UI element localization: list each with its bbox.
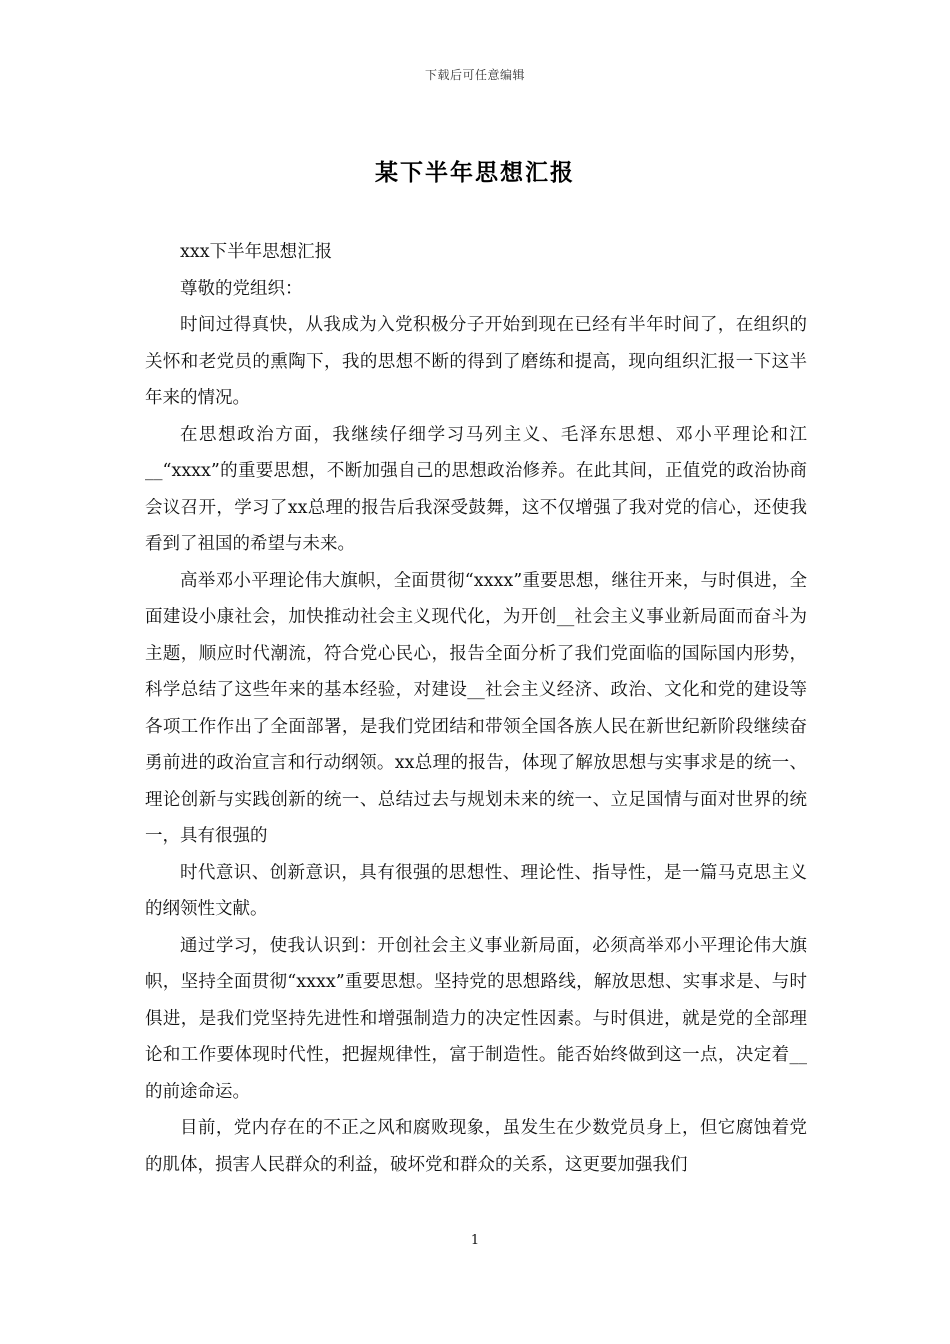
document-title: 某下半年思想汇报 <box>375 160 575 186</box>
page-number: 1 <box>470 1233 480 1248</box>
paragraph-report-title: xxx下半年思想汇报 <box>180 242 333 262</box>
paragraph-intro: 时间过得真快，从我成为入党积极分子开始到现在已经有半年时间了，在组织的关怀和老党员的熏陶下，我的思想不断的得到了磨练和提高，现向组织汇报一下这半年来的情况。 <box>145 315 807 408</box>
paragraph-learning-insight: 通过学习，使我认识到：开创社会主义事业新局面，必须高举邓小平理论伟大旗帜，坚持全面贯彻“xxxx”重要思想。坚持党的思想路线，解放思想、实事求是、与时俱进，是我们党坚持先进性和增强制造力的决定性因素。与时俱进，就是党的全部理论和工作要体现时代性，把握规律性，富于制造性。能否始终做到这一点，决定着__的前途命运。 <box>145 935 807 1102</box>
document-body <box>145 234 807 1183</box>
paragraph-report-summary: 高举邓小平理论伟大旗帜，全面贯彻“xxxx”重要思想，继往开来，与时俱进，全面建设小康社会，加快推动社会主义现代化，为开创__社会主义事业新局面而奋斗为主题，顺应时代潮流，符合党心民心，报告全面分析了我们党面临的国际国内形势，科学总结了这些年来的基本经验，对建设__社会主义经济、政治、文化和党的建设等各项工作作出了全面部署，是我们党团结和带领全国各族人民在新世纪新阶段继续奋勇前进的政治宣言和行动纲领。xx总理的报告，体现了解放思想与实事求是的统一、理论创新与实践创新的统一、总结过去与规划未来的统一、立足国情与面对世界的统一，具有很强的 <box>145 570 807 846</box>
paragraph-report-significance: 时代意识、创新意识，具有很强的思想性、理论性、指导性，是一篇马克思主义的纲领性文献。 <box>145 862 807 919</box>
paragraph-political-study: 在思想政治方面，我继续仔细学习马列主义、毛泽东思想、邓小平理论和江__“xxxx”的重要思想，不断加强自己的思想政治修养。在此其间，正值党的政治协商会议召开，学习了xx总理的报告后我深受鼓舞，这不仅增强了我对党的信心，还使我看到了祖国的希望与未来。 <box>145 424 807 554</box>
paragraph-salutation: 尊敬的党组织： <box>180 278 303 299</box>
paragraph-current-issues: 目前，党内存在的不正之风和腐败现象，虽发生在少数党员身上，但它腐蚀着党的肌体，损害人民群众的利益，破坏党和群众的关系，这更要加强我们 <box>145 1118 807 1175</box>
header-note: 下载后可任意编辑 <box>424 68 525 82</box>
